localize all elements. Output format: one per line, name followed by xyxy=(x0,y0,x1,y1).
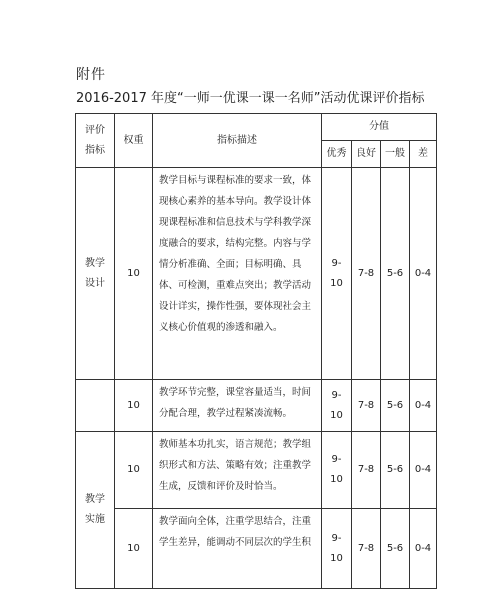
indicator-cell xyxy=(76,432,115,589)
excellent-line2: 10 xyxy=(330,552,343,564)
poor-cell: 0-4 xyxy=(410,380,437,432)
good-cell: 7-8 xyxy=(352,432,381,509)
table-row xyxy=(76,380,437,432)
header-weight: 权重 xyxy=(115,114,153,168)
table-row xyxy=(76,168,437,380)
header-good: 良好 xyxy=(352,141,381,168)
weight-cell: 10 xyxy=(115,432,153,509)
header-indicator-line1: 评价 xyxy=(85,124,105,136)
excellent-cell xyxy=(322,432,352,509)
document-title: 2016-2017 年度“一师一优课一课一名师”活动优课评价指标 xyxy=(76,91,425,106)
header-description: 指标描述 xyxy=(153,114,322,168)
average-cell: 5-6 xyxy=(381,509,410,589)
good-cell: 7-8 xyxy=(352,380,381,432)
indicator-line2: 实施 xyxy=(85,514,105,525)
poor-cell: 0-4 xyxy=(410,432,437,509)
good-cell: 7-8 xyxy=(352,509,381,589)
excellent-cell xyxy=(322,509,352,589)
excellent-line2: 10 xyxy=(330,409,343,421)
indicator-line2: 设计 xyxy=(85,277,105,289)
good-cell: 7-8 xyxy=(352,168,381,380)
header-excellent: 优秀 xyxy=(322,141,352,168)
excellent-line1: 9- xyxy=(331,454,342,465)
header-indicator-line2: 指标 xyxy=(85,144,105,156)
poor-cell: 0-4 xyxy=(410,168,437,380)
evaluation-table xyxy=(75,113,437,589)
header-indicator xyxy=(76,114,115,168)
table-row xyxy=(76,432,437,509)
excellent-line1: 9- xyxy=(331,389,342,401)
poor-cell: 0-4 xyxy=(410,509,437,589)
excellent-line2: 10 xyxy=(330,474,343,485)
indicator-line1: 教学 xyxy=(85,494,105,505)
indicator-cell xyxy=(76,168,115,380)
excellent-cell xyxy=(322,168,352,380)
average-cell: 5-6 xyxy=(381,168,410,380)
excellent-line1: 9- xyxy=(331,257,342,269)
attachment-label: 附件 xyxy=(76,67,106,83)
excellent-line2: 10 xyxy=(330,277,343,289)
excellent-line1: 9- xyxy=(331,532,342,544)
indicator-cell-empty xyxy=(76,380,115,432)
description-cell: 教学环节完整，课堂容量适当，时间分配合理，教学过程紧凑流畅。 xyxy=(153,380,322,432)
average-cell: 5-6 xyxy=(381,380,410,432)
weight-cell: 10 xyxy=(115,168,153,380)
header-row-1 xyxy=(76,114,437,141)
weight-cell: 10 xyxy=(115,509,153,589)
weight-cell: 10 xyxy=(115,380,153,432)
description-cell: 教学面向全体，注重学思结合，注重学生差异，能调动不同层次的学生积 xyxy=(153,509,322,589)
header-poor: 差 xyxy=(410,141,437,168)
indicator-line1: 教学 xyxy=(85,257,105,269)
average-cell: 5-6 xyxy=(381,432,410,509)
table-row xyxy=(76,509,437,589)
description-cell: 教师基本功扎实，语言规范；教学组织形式和方法、策略有效；注重教学生成，反馈和评价及时恰当。 xyxy=(153,432,322,509)
header-average: 一般 xyxy=(381,141,410,168)
description-cell: 教学目标与课程标准的要求一致，体现核心素养的基本导向。教学设计体现课程标准和信息技术与学科教学深度融合的要求，结构完整。内容与学情分析准确、全面；目标明确、具体、可检测，重难点突出；教学活动设计详实，操作性强，要体现社会主义核心价值观的渗透和融入。 xyxy=(153,168,322,380)
excellent-cell xyxy=(322,380,352,432)
header-score: 分值 xyxy=(322,114,437,141)
